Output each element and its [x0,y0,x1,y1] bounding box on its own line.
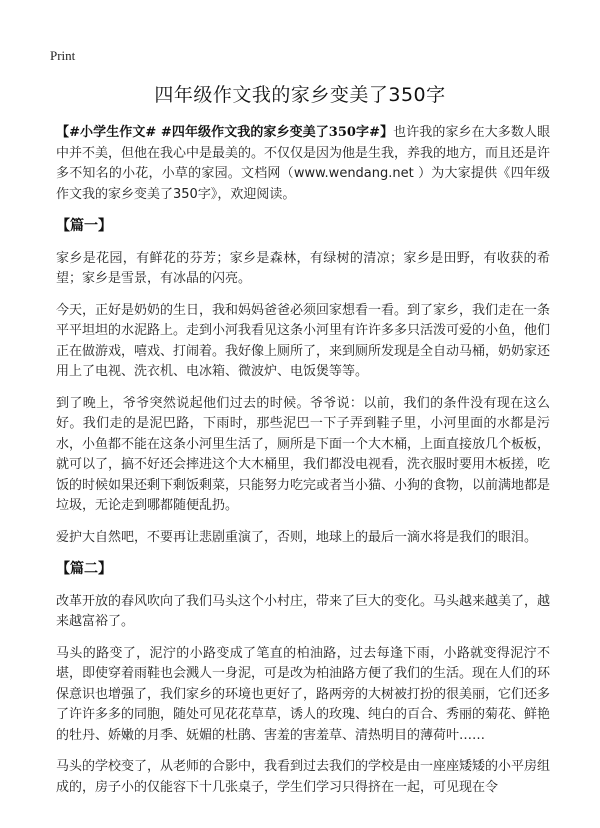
intro-text: 也许我的家乡在大多数人眼中并不美，但他在我心中是最美的。不仅仅是因为他是生我，养我的地方，而且还是许多不知名的小花，小草的家园。文档网（www.wendang.net ）为大家提供《四年级作文我的家乡变美了350字》，欢迎阅读。 [56,125,551,202]
section-1-paragraph-2: 今天，正好是奶奶的生日，我和妈妈爸爸必须回家想看一看。到了家乡，我们走在一条平平坦坦的水泥路上。走到小河我看见这条小河里有许许多多只活泼可爱的小鱼，他们正在做游戏，嘻戏、打闹着。我好像上厕所了，来到厕所发现是全自动马桶，奶奶家还用上了电视、洗衣机、电冰箱、微波炉、电饭煲等等。 [56,302,551,379]
section-2-paragraph-3: 马头的学校变了，从老师的合影中，我看到过去我们的学校是由一座座矮矮的小平房组成的，房子小的仅能容下十几张桌子，学生们学习只得挤在一起，可见现在令 [56,759,551,795]
section-heading-2: 【篇二】 [56,561,112,577]
intro-tag: 【#小学生作文# #四年级作文我的家乡变美了350字#】 [56,125,394,140]
document-body [56,123,550,809]
section-2-paragraph-1: 改革开放的春风吹向了我们马头这个小村庄，带来了巨大的变化。马头越来越美了，越来越富裕了。 [56,593,551,629]
section-2-paragraph-2: 马头的路变了，泥泞的小路变成了笔直的柏油路，过去每逢下雨，小路就变得泥泞不堪，即使穿着雨鞋也会溅人一身泥，可是改为柏油路方便了我们的生活。现在人们的环保意识也增强了，我们家乡的环境也更好了，路两旁的大树被打扮的很美丽，它们还多了许许多多的同胞，随处可见花花草草，诱人的玫瑰、纯白的百合、秀丽的菊花、鲜艳的牡丹、娇嫩的月季、妩媚的杜鹃、害羞的害羞草、清热明目的薄荷叶…… [56,645,551,743]
print-label: Print [50,48,76,63]
section-heading-1: 【篇一】 [56,218,112,234]
section-1-paragraph-4: 爱护大自然吧，不要再让悲剧重演了，否则，地球上的最后一滴水将是我们的眼泪。 [56,529,538,545]
section-1-paragraph-3: 到了晚上，爷爷突然说起他们过去的时候。爷爷说：以前，我们的条件没有现在这么好。我们走的是泥巴路，下雨时，那些泥巴一下子弄到鞋子里，小河里面的水都是污水，小鱼都不能在这条小河里生活了，厕所是下面一个大木桶，上面直接放几个板板，就可以了，搞不好还会摔进这个大木桶里，我们都没电视看，洗衣服时要用木板搓，吃饭的时候如果还剩下剩饭剩菜，只能努力吃完或者当小猫、小狗的食物，以前满地都是垃圾，无论走到哪都随便乱扔。 [56,395,551,513]
intro-paragraph [56,123,550,205]
section-1-paragraph-1: 家乡是花园，有鲜花的芬芳；家乡是森林，有绿树的清凉；家乡是田野，有收获的希望；家乡是雪景，有冰晶的闪亮。 [56,250,550,286]
page-title: 四年级作文我的家乡变美了350字 [154,84,446,106]
